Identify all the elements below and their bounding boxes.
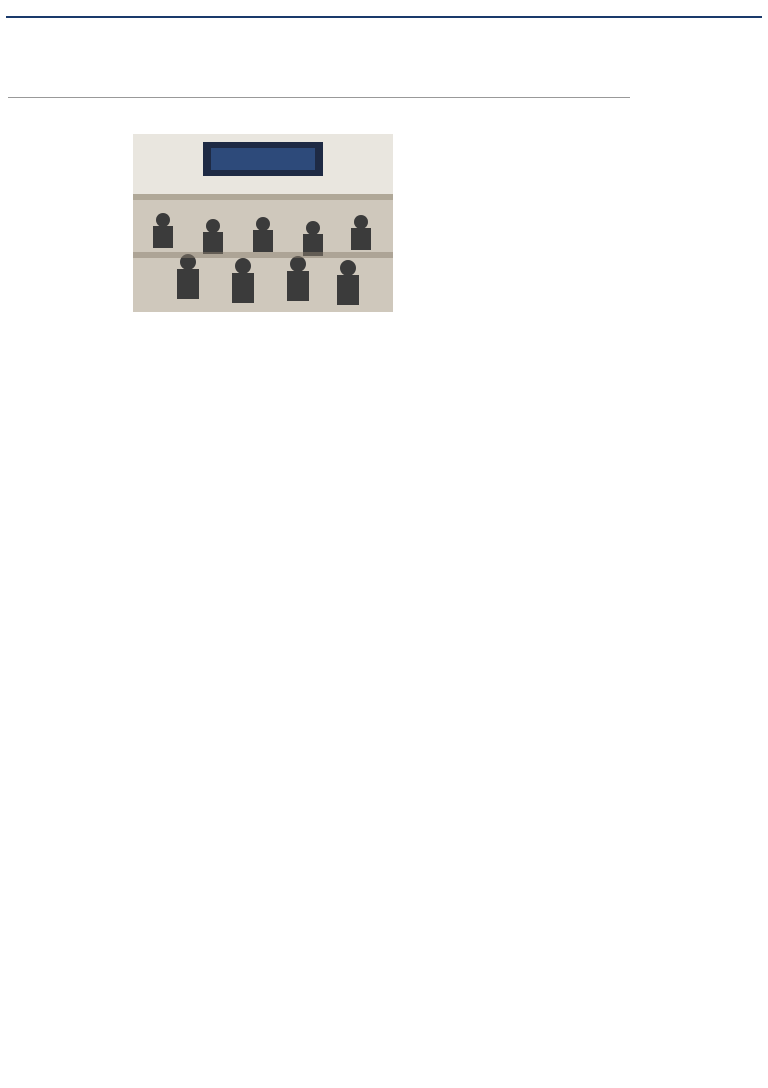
masthead [6, 2, 762, 18]
main-article-col1 [8, 134, 128, 490]
main-article-col2 [133, 318, 257, 490]
seminar-photo-image [133, 134, 393, 312]
headline-rule [8, 97, 630, 98]
main-article-col3 [262, 318, 386, 490]
seminar-photo [133, 134, 393, 312]
